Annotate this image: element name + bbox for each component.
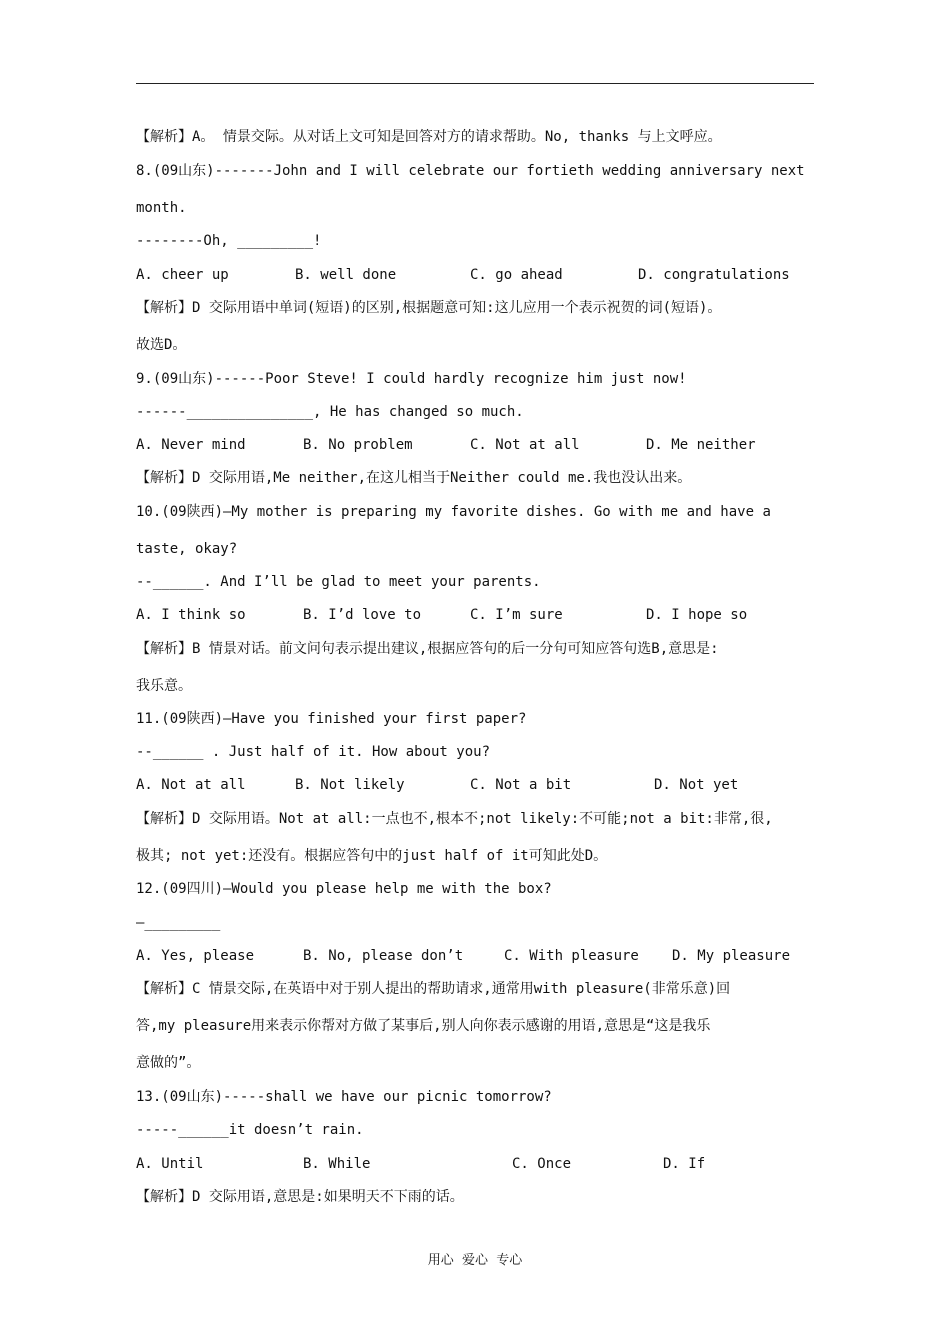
text-line: 13.(09山东)-----shall we have our picnic tomorrow?: [136, 1089, 552, 1105]
option-a: A. I think so: [136, 607, 246, 623]
text-line: 8.(09山东)-------John and I will celebrate our fortieth wedding anniversary next: [136, 163, 805, 179]
text-line: taste, okay?: [136, 541, 238, 557]
option-c: C. Once: [512, 1156, 572, 1172]
text-line: —_________: [136, 915, 221, 931]
text-line: 【解析】D 交际用语中单词(短语)的区别,根据题意可知:这儿应用一个表示祝贺的词(短语)。: [136, 300, 722, 316]
option-b: B. No, please don’t: [303, 948, 464, 964]
page-footer: 用心 爱心 专心: [427, 1253, 523, 1268]
option-c: C. go ahead: [470, 267, 563, 283]
text-line: 【解析】D 交际用语,意思是:如果明天不下雨的话。: [136, 1189, 464, 1205]
option-a: A. Not at all: [136, 777, 246, 793]
text-line: --______ . Just half of it. How about you?: [136, 744, 491, 760]
text-line: 10.(09陕西)—My mother is preparing my favorite dishes. Go with me and have a: [136, 504, 771, 520]
option-c: C. With pleasure: [504, 948, 639, 964]
option-b: B. I’d love to: [303, 607, 422, 623]
option-b: B. well done: [295, 267, 397, 283]
text-line: 【解析】A。 情景交际。从对话上文可知是回答对方的请求帮助。No, thanks 与上文呼应。: [136, 129, 722, 145]
text-line: 我乐意。: [136, 678, 192, 694]
header-rule: [136, 83, 814, 84]
text-line: 【解析】B 情景对话。前文问句表示提出建议,根据应答句的后一分句可知应答句选B,意思是:: [136, 641, 719, 657]
text-line: 极其; not yet:还没有。根据应答句中的just half of it可知此处D。: [136, 848, 608, 864]
text-line: -----______it doesn’t rain.: [136, 1122, 364, 1138]
text-line: month.: [136, 200, 187, 216]
text-line: 答,my pleasure用来表示你帮对方做了某事后,别人向你表示感谢的用语,意思是“这是我乐: [136, 1018, 711, 1034]
text-line: 【解析】C 情景交际,在英语中对于别人提出的帮助请求,通常用with pleasure(非常乐意)回: [136, 981, 731, 997]
text-line: 【解析】D 交际用语。Not at all:一点也不,根本不;not likely:不可能;not a bit:非常,很,: [136, 811, 773, 827]
text-line: 12.(09四川)—Would you please help me with the box?: [136, 881, 552, 897]
text-line: 11.(09陕西)—Have you finished your first paper?: [136, 711, 527, 727]
option-d: D. congratulations: [638, 267, 790, 283]
option-c: C. Not at all: [470, 437, 580, 453]
option-c: C. I’m sure: [470, 607, 563, 623]
text-line: 【解析】D 交际用语,Me neither,在这儿相当于Neither could me.我也没认出来。: [136, 470, 692, 486]
text-line: --------Oh, _________!: [136, 233, 322, 249]
option-c: C. Not a bit: [470, 777, 572, 793]
option-d: D. My pleasure: [672, 948, 791, 964]
option-a: A. Yes, please: [136, 948, 255, 964]
text-line: 故选D。: [136, 337, 187, 353]
text-line: 9.(09山东)------Poor Steve! I could hardly recognize him just now!: [136, 371, 687, 387]
option-d: D. I hope so: [646, 607, 748, 623]
option-d: D. Me neither: [646, 437, 756, 453]
option-a: A. cheer up: [136, 267, 229, 283]
text-line: 意做的”。: [136, 1055, 201, 1071]
text-line: ------_______________, He has changed so much.: [136, 404, 524, 420]
option-b: B. No problem: [303, 437, 413, 453]
option-a: A. Until: [136, 1156, 204, 1172]
option-d: D. If: [663, 1156, 706, 1172]
option-b: B. Not likely: [295, 777, 405, 793]
option-b: B. While: [303, 1156, 371, 1172]
text-line: --______. And I’ll be glad to meet your parents.: [136, 574, 541, 590]
option-a: A. Never mind: [136, 437, 246, 453]
option-d: D. Not yet: [654, 777, 739, 793]
